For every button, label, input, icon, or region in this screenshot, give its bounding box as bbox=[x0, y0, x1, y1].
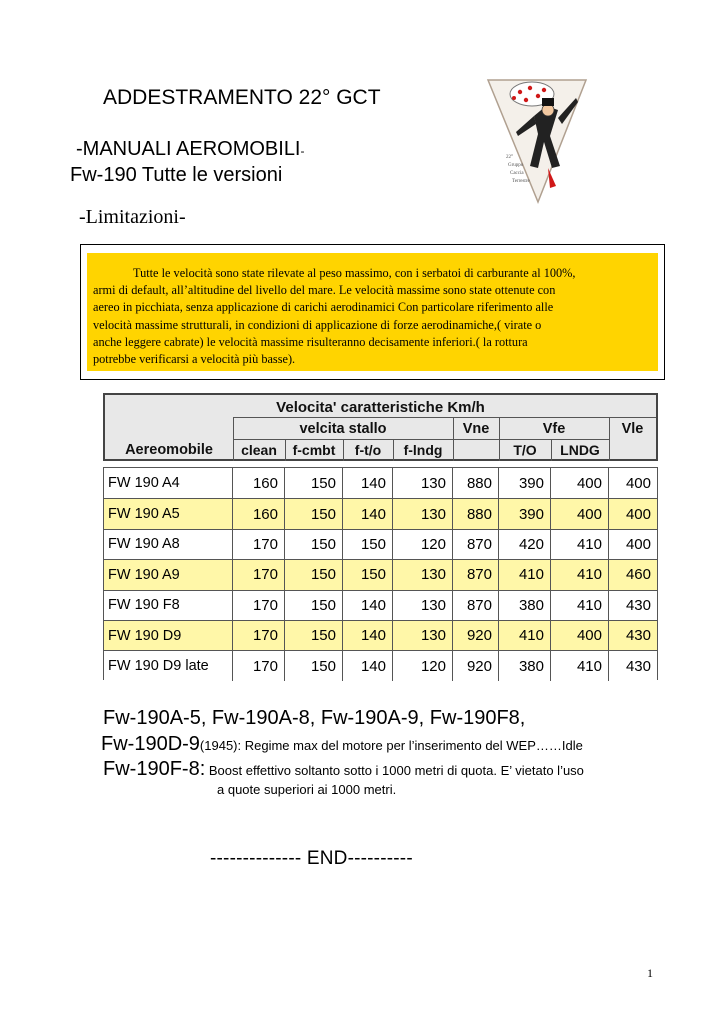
note-d9-text: (1945): Regime max del motore per l’inserimento del WEP……Idle bbox=[199, 738, 583, 753]
header-vline bbox=[343, 439, 344, 461]
speed-value: 430 bbox=[608, 621, 657, 650]
header-fto: f-t/o bbox=[354, 441, 382, 458]
note-line: aereo in picchiata, senza applicazione di carichi aerodinamici Con particolare riferimento alle bbox=[93, 300, 554, 315]
speed-value: 410 bbox=[550, 530, 608, 559]
speed-value: 390 bbox=[498, 468, 550, 498]
speed-value: 130 bbox=[392, 560, 452, 589]
doc-title: ADDESTRAMENTO 22° GCT bbox=[103, 86, 381, 109]
speed-value: 410 bbox=[550, 591, 608, 620]
aircraft-name: FW 190 A4 bbox=[108, 475, 180, 492]
logo-caption-3: Caccia bbox=[510, 171, 524, 176]
speed-value: 140 bbox=[342, 499, 392, 528]
header-vne: Vne bbox=[462, 420, 490, 437]
note-f8-line bbox=[103, 758, 584, 781]
speed-value: 150 bbox=[284, 621, 342, 650]
speed-value: 150 bbox=[284, 651, 342, 680]
aircraft-name: FW 190 F8 bbox=[108, 597, 180, 614]
header-vline bbox=[233, 417, 234, 461]
section-heading: -Limitazioni- bbox=[79, 206, 186, 228]
note-line: velocità massime strutturali, in condizioni di applicazione di forze aerodinamiche,( virate o bbox=[93, 317, 542, 332]
speed-value: 880 bbox=[452, 468, 498, 498]
speed-value: 400 bbox=[550, 468, 608, 498]
speed-value: 130 bbox=[392, 499, 452, 528]
aircraft-heading: Fw-190 Tutte le versioni bbox=[70, 164, 283, 186]
speed-value: 400 bbox=[608, 530, 657, 559]
speed-value: 880 bbox=[452, 499, 498, 528]
speed-value: 140 bbox=[342, 621, 392, 650]
header-aircraft: Aereomobile bbox=[125, 441, 213, 458]
header-vline bbox=[285, 439, 286, 461]
table-row bbox=[104, 620, 657, 650]
speed-value: 120 bbox=[392, 651, 452, 680]
speed-value: 870 bbox=[452, 530, 498, 559]
speed-value: 160 bbox=[232, 499, 284, 528]
header-vline bbox=[393, 439, 394, 461]
speed-value: 140 bbox=[342, 591, 392, 620]
speed-value: 120 bbox=[392, 530, 452, 559]
speed-value: 400 bbox=[550, 621, 608, 650]
speed-value: 920 bbox=[452, 621, 498, 650]
speed-value: 150 bbox=[284, 560, 342, 589]
speed-value: 410 bbox=[550, 651, 608, 680]
table-header bbox=[103, 393, 658, 461]
logo-caption-2: Gruppo bbox=[508, 163, 524, 168]
note-box bbox=[80, 244, 665, 380]
note-f8-continuation: a quote superiori ai 1000 metri. bbox=[217, 782, 397, 797]
logo-caption-1: 22° bbox=[506, 155, 513, 160]
header-vle: Vle bbox=[621, 420, 644, 437]
speed-value: 160 bbox=[232, 468, 284, 498]
header-vline bbox=[453, 417, 454, 461]
speed-value: 170 bbox=[232, 560, 284, 589]
speed-value: 150 bbox=[342, 530, 392, 559]
table-row bbox=[104, 590, 657, 620]
speed-value: 150 bbox=[342, 560, 392, 589]
speed-value: 130 bbox=[392, 621, 452, 650]
manuals-dash: - bbox=[300, 144, 305, 158]
speed-value: 130 bbox=[392, 591, 452, 620]
table-row bbox=[104, 468, 657, 498]
manuals-text: -MANUALI AEROMOBILI bbox=[76, 138, 301, 160]
aircraft-name: FW 190 A9 bbox=[108, 566, 180, 583]
speed-value: 150 bbox=[284, 468, 342, 498]
note-d9-label: Fw-190D-9 bbox=[101, 733, 200, 755]
note-line: potrebbe verificarsi a velocità più basse). bbox=[93, 352, 296, 367]
logo-caption-4: Terrestre bbox=[512, 179, 530, 184]
table-row bbox=[104, 498, 657, 528]
speed-value: 390 bbox=[498, 499, 550, 528]
aircraft-name: FW 190 A8 bbox=[108, 536, 180, 553]
aircraft-name: FW 190 D9 bbox=[108, 627, 182, 644]
speed-value: 870 bbox=[452, 560, 498, 589]
speed-value: 430 bbox=[608, 591, 657, 620]
header-lndg: LNDG bbox=[560, 441, 600, 458]
header-stall: velcita stallo bbox=[299, 420, 387, 437]
speed-value: 460 bbox=[608, 560, 657, 589]
speed-value: 430 bbox=[608, 651, 657, 680]
speed-value: 400 bbox=[550, 499, 608, 528]
speed-value: 400 bbox=[608, 468, 657, 498]
table-title: Velocita' caratteristiche Km/h bbox=[276, 398, 485, 416]
header-clean: clean bbox=[241, 441, 277, 458]
note-d9-line bbox=[101, 733, 583, 756]
note-f8-text: Boost effettivo soltanto sotto i 1000 metri di quota. E’ vietato l’uso bbox=[205, 763, 584, 778]
manuals-heading bbox=[76, 138, 305, 161]
speed-value: 920 bbox=[452, 651, 498, 680]
header-vline bbox=[551, 439, 552, 461]
speed-value: 150 bbox=[284, 591, 342, 620]
aircraft-name: FW 190 A5 bbox=[108, 506, 180, 523]
speed-value: 140 bbox=[342, 651, 392, 680]
note-text bbox=[93, 265, 659, 368]
speed-value: 170 bbox=[232, 651, 284, 680]
speed-value: 400 bbox=[608, 499, 657, 528]
note-line: armi di default, all’altitudine del livello del mare. Le velocità massime sono state ottenute con bbox=[93, 283, 556, 298]
note-line: anche leggere cabrate) le velocità massime risulteranno decisamente inferiori.( la rottura bbox=[93, 334, 528, 349]
page-number: 1 bbox=[647, 966, 653, 980]
note-f8-label: Fw-190F-8: bbox=[103, 758, 206, 780]
speed-value: 170 bbox=[232, 591, 284, 620]
speed-value: 410 bbox=[498, 560, 550, 589]
note-highlight bbox=[87, 253, 658, 371]
squadron-logo bbox=[486, 76, 588, 204]
speed-value: 140 bbox=[342, 468, 392, 498]
speed-value: 380 bbox=[498, 591, 550, 620]
table-row bbox=[104, 529, 657, 559]
speed-value: 170 bbox=[232, 530, 284, 559]
aircraft-name: FW 190 D9 late bbox=[108, 658, 209, 675]
speed-value: 130 bbox=[392, 468, 452, 498]
header-to: T/O bbox=[513, 441, 537, 458]
header-findg: f-lndg bbox=[403, 441, 443, 458]
speed-value: 420 bbox=[498, 530, 550, 559]
speed-value: 150 bbox=[284, 499, 342, 528]
header-fcmbt: f-cmbt bbox=[292, 441, 336, 458]
table-body bbox=[103, 467, 658, 680]
note-line: Tutte le velocità sono state rilevate al peso massimo, con i serbatoi di carburante al 100%, bbox=[133, 266, 576, 280]
speed-value: 870 bbox=[452, 591, 498, 620]
header-vline bbox=[499, 417, 500, 461]
end-marker: -------------- END---------- bbox=[210, 848, 413, 869]
table-row bbox=[104, 650, 657, 680]
speed-value: 410 bbox=[498, 621, 550, 650]
speed-value: 170 bbox=[232, 621, 284, 650]
speed-table bbox=[103, 393, 658, 680]
note-variants-line: Fw-190A-5, Fw-190A-8, Fw-190A-9, Fw-190F8, bbox=[103, 707, 526, 729]
header-vline bbox=[609, 417, 610, 461]
speed-value: 380 bbox=[498, 651, 550, 680]
speed-value: 410 bbox=[550, 560, 608, 589]
table-row bbox=[104, 559, 657, 589]
speed-value: 150 bbox=[284, 530, 342, 559]
header-vfe: Vfe bbox=[542, 420, 566, 437]
